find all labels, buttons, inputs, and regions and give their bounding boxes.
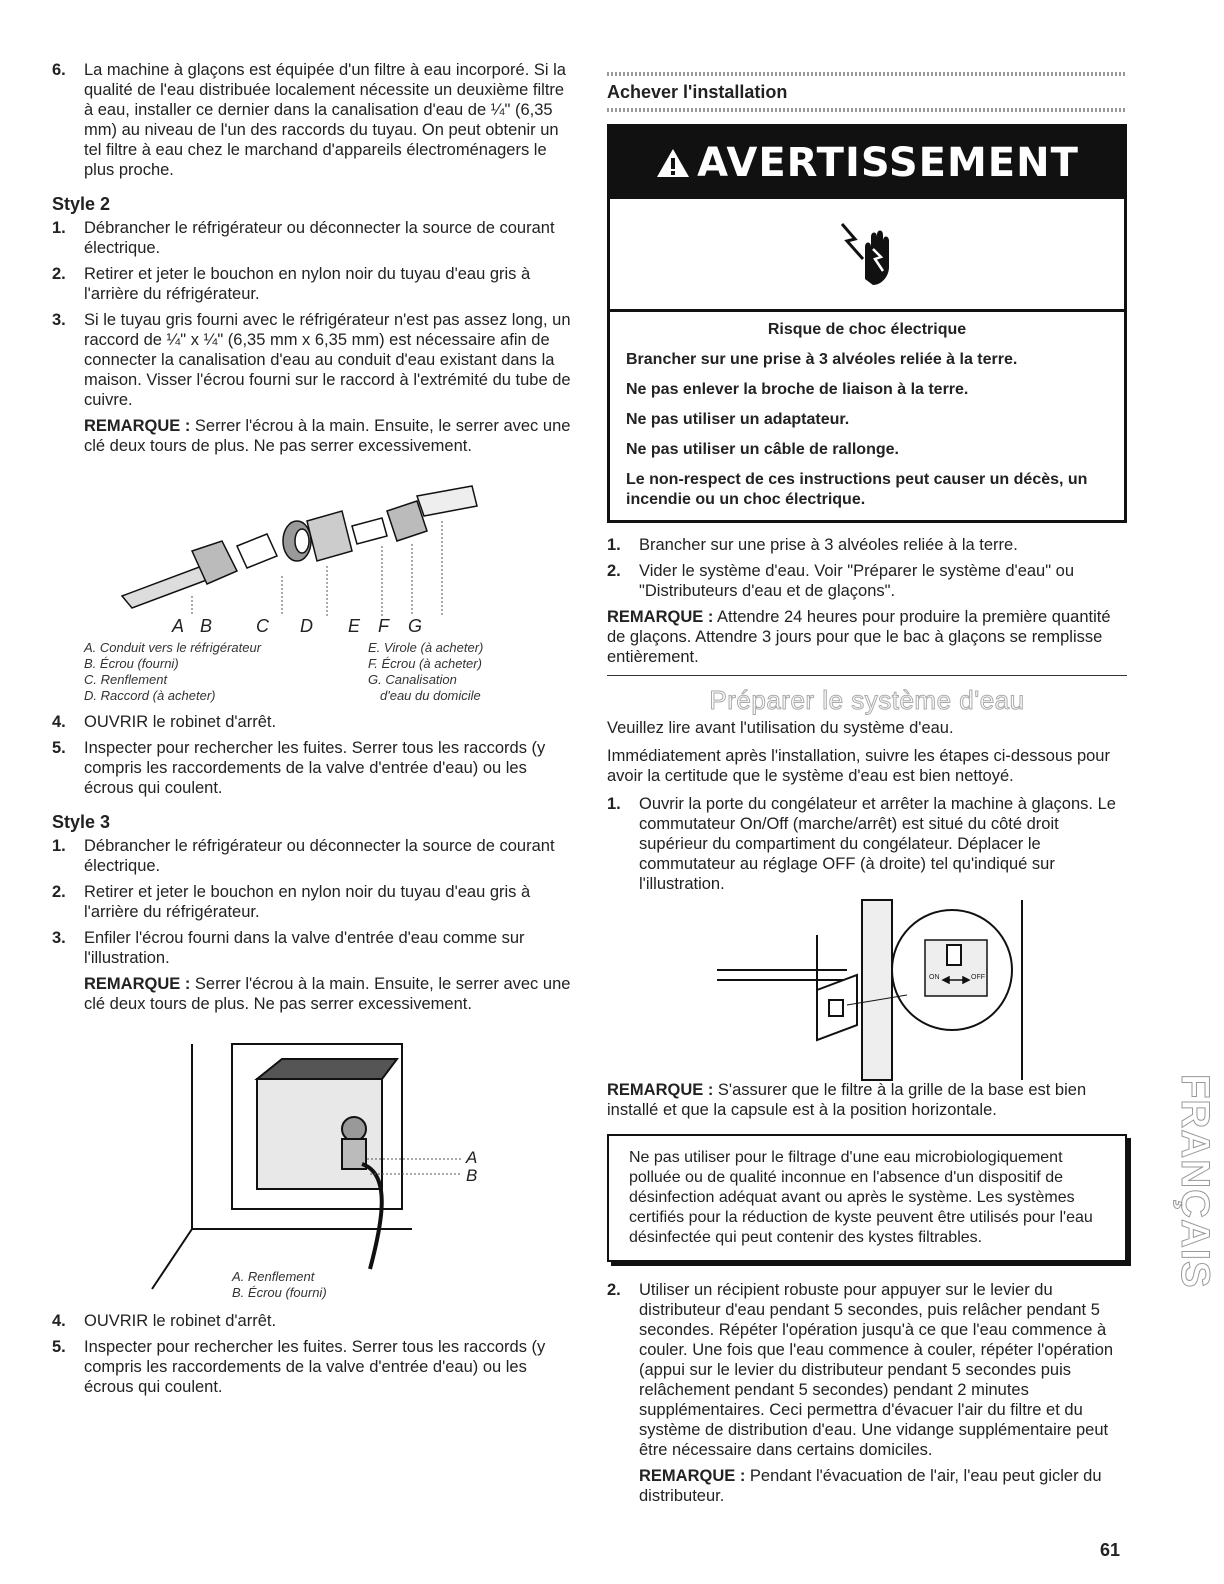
- prep-intro: Veuillez lire avant l'utilisation du système d'eau.: [607, 719, 954, 737]
- item-text: Débrancher le réfrigérateur ou déconnecter la source de courant électrique.: [84, 219, 555, 257]
- note-label: REMARQUE :: [607, 1081, 714, 1099]
- warning-line: Brancher sur une prise à 3 alvéoles reliée à la terre.: [626, 351, 1018, 368]
- item-number: 4.: [52, 1312, 66, 1330]
- legend-item: D. Raccord (à acheter): [84, 688, 216, 703]
- switch-off-label: OFF: [971, 974, 985, 981]
- item-number: 1.: [52, 837, 66, 855]
- item-text: Si le tuyau gris fourni avec le réfrigérateur n'est pas assez long, un raccord de ¼" x ¼" (6,35 mm x 6,35 mm) est nécessaire afin de connecter la canalisation d'eau au conduit d'eau existant dans la maison. Visser l'écrou fourni sur le raccord à l'extrémité du tube de cuivre.: [84, 311, 571, 409]
- warning-line: Ne pas enlever la broche de liaison à la terre.: [626, 381, 969, 398]
- note-label: REMARQUE :: [639, 1467, 746, 1485]
- item-number: 1.: [52, 219, 66, 237]
- item-text: Retirer et jeter le bouchon en nylon noir du tuyau d'eau gris à l'arrière du réfrigérateur.: [84, 883, 531, 921]
- note: [52, 974, 572, 1014]
- item-text: Enfiler l'écrou fourni dans la valve d'entrée d'eau comme sur l'illustration.: [84, 929, 525, 967]
- legend-item: A. Conduit vers le réfrigérateur: [84, 640, 262, 655]
- note-label: REMARQUE :: [84, 417, 191, 435]
- page-number: 61: [1100, 1540, 1121, 1560]
- item-text: Brancher sur une prise à 3 alvéoles reliée à la terre.: [639, 536, 1018, 554]
- section-title: Achever l'installation: [607, 82, 788, 102]
- item-number: 2.: [607, 1281, 621, 1299]
- fig-letter: D: [300, 616, 313, 636]
- item-text: Ouvrir la porte du congélateur et arrêter la machine à glaçons. Le commutateur On/Off (marche/arrêt) est situé du côté droit supérieur du compartiment du congélateur. Déplacer le commutateur au réglage OFF (à droite) tel qu'indiqué sur l'illustration.: [639, 795, 1116, 893]
- fig-letter: G: [408, 616, 423, 636]
- side-tab-label: FRANÇAIS: [1173, 1074, 1217, 1289]
- list-item: [607, 561, 1127, 601]
- legend-item: G. Canalisation: [368, 672, 457, 687]
- list-item: [52, 1311, 572, 1331]
- note-text: S'assurer que le filtre à la grille de la base est bien installé et que la capsule est à la position horizontale.: [607, 1081, 1087, 1119]
- item-number: 2.: [52, 265, 66, 283]
- prep-desc: Immédiatement après l'installation, suivre les étapes ci-dessous pour avoir la certitude que le système d'eau est bien nettoyé.: [607, 747, 1110, 785]
- item-text: Inspecter pour rechercher les fuites. Serrer tous les raccords (y compris les raccordements de la valve d'entrée d'eau) ou les écrous qui coulent.: [84, 1338, 546, 1396]
- list-item: [52, 218, 572, 258]
- list-item: [52, 882, 572, 922]
- list-item: [607, 1280, 1127, 1460]
- item-number: 2.: [52, 883, 66, 901]
- item-text: Débrancher le réfrigérateur ou déconnecter la source de courant électrique.: [84, 837, 555, 875]
- legend-item: d'eau du domicile: [380, 688, 481, 703]
- valve-legend: [52, 1269, 572, 1301]
- warning-line: Ne pas utiliser un câble de rallonge.: [626, 441, 899, 458]
- note-text: Serrer l'écrou à la main. Ensuite, le serrer avec une clé deux tours de plus. Ne pas serrer excessivement.: [84, 417, 571, 455]
- item-number: 6.: [52, 61, 66, 79]
- item-number: 5.: [52, 1338, 66, 1356]
- fig-letter-b: B: [466, 1166, 478, 1185]
- item-number: 5.: [52, 739, 66, 757]
- item-text: Retirer et jeter le bouchon en nylon noir du tuyau d'eau gris à l'arrière du réfrigérateur.: [84, 265, 531, 303]
- fig-letter-a: A: [466, 1148, 478, 1167]
- style3-heading: Style 3: [52, 812, 111, 832]
- shock-icon-row: [610, 199, 1124, 312]
- warning-line: Risque de choc électrique: [767, 321, 967, 338]
- list-item: [52, 1337, 572, 1397]
- note-text: Serrer l'écrou à la main. Ensuite, le serrer avec une clé deux tours de plus. Ne pas serrer excessivement.: [84, 975, 571, 1013]
- switch-diagram: [607, 900, 1127, 1080]
- valve-diagram: [52, 1024, 572, 1269]
- note-text: Attendre 24 heures pour produire la première quantité de glaçons. Attendre 3 jours pour que le bac à glaçons se remplisse entièrement.: [607, 608, 1111, 666]
- legend-item: F. Écrou (à acheter): [368, 656, 482, 671]
- warning-line: Ne pas utiliser un adaptateur.: [626, 411, 850, 428]
- item-number: 2.: [607, 562, 621, 580]
- fig-letter: A: [172, 616, 185, 636]
- legend-item: B. Écrou (fourni): [232, 1285, 327, 1300]
- note-label: REMARQUE :: [607, 608, 714, 626]
- fig-letter: F: [378, 616, 389, 636]
- legend-item: B. Écrou (fourni): [84, 656, 179, 671]
- legend-item: E. Virole (à acheter): [368, 640, 484, 655]
- warning-triangle-icon: [655, 147, 691, 179]
- item-number: 1.: [607, 795, 621, 813]
- item-number: 3.: [52, 311, 66, 329]
- list-item: [607, 535, 1127, 555]
- divider: [607, 675, 1127, 676]
- style2-heading: Style 2: [52, 194, 111, 214]
- warning-title: AVERTISSEMENT: [697, 140, 1079, 186]
- item-text: OUVRIR le robinet d'arrêt.: [84, 1312, 277, 1330]
- warning-box: [607, 124, 1127, 523]
- fig-letter: C: [256, 616, 269, 636]
- warning-text: [610, 312, 1124, 520]
- right-column: [607, 72, 1127, 1516]
- switch-on-label: ON: [929, 974, 940, 981]
- list-item: [52, 712, 572, 732]
- item-number: 3.: [52, 929, 66, 947]
- item-text: La machine à glaçons est équipée d'un filtre à eau incorporé. Si la qualité de l'eau distribuée localement nécessite un deuxième filtre à eau, installer ce dernier dans la canalisation d'eau de ¼" (6,35 mm) au niveau de l'un des raccords du tuyau. On peut obtenir un tel filtre à eau chez le marchand d'appareils électroménagers le plus proche.: [84, 61, 566, 179]
- item-number: 1.: [607, 536, 621, 554]
- prep-title: Préparer le système d'eau: [709, 685, 1025, 715]
- list-item: [52, 738, 572, 798]
- item-text: Vider le système d'eau. Voir "Préparer le système d'eau" ou "Distributeurs d'eau et de glaçons".: [639, 562, 1075, 600]
- warning-banner: [610, 127, 1124, 199]
- list-item: [52, 310, 572, 410]
- fig-letter: E: [348, 616, 361, 636]
- item-number: 4.: [52, 713, 66, 731]
- fitting-diagram: [52, 466, 572, 616]
- list-item: [52, 928, 572, 968]
- note-text: Pendant l'évacuation de l'air, l'eau peut gicler du distributeur.: [639, 1467, 1102, 1505]
- item-text: Inspecter pour rechercher les fuites. Serrer tous les raccords (y compris les raccordements de la valve d'entrée d'eau) ou les écrous qui coulent.: [84, 739, 546, 797]
- note-label: REMARQUE :: [84, 975, 191, 993]
- legend-item: C. Renflement: [84, 672, 168, 687]
- note: [52, 416, 572, 456]
- left-column: [52, 60, 572, 1403]
- list-item: [52, 836, 572, 876]
- list-item: [52, 60, 572, 180]
- item-text: Utiliser un récipient robuste pour appuyer sur le levier du distributeur d'eau pendant 5 secondes, puis relâcher pendant 5 secondes. Répéter l'opération jusqu'à ce que l'eau commence à couler. Une fois que l'eau commence à couler, répéter l'opération (appui sur le levier du distributeur pendant 5 secondes puis relâchement pendant 5 secondes) pendant 2 minutes supplémentaires. Ceci permettra d'évacuer l'air du filtre et du système de distribution d'eau. Une vidange supplémentaire peut être nécessaire dans certains domiciles.: [639, 1281, 1114, 1459]
- fig-letter: B: [200, 616, 213, 636]
- fitting-letters: [172, 616, 572, 636]
- language-side-tab: [1142, 1070, 1217, 1340]
- list-item: [607, 794, 1127, 894]
- section-rule: [607, 72, 1127, 76]
- list-item: [52, 264, 572, 304]
- electric-shock-icon: [837, 219, 897, 289]
- fitting-legend: [52, 640, 572, 704]
- caution-box: Ne pas utiliser pour le filtrage d'une eau microbiologiquement polluée ou de qualité inconnue en l'absence d'un dispositif de désinfection adéquat avant ou après le système. Les systèmes certifiés pour la réduction de kyste peuvent être utilisés pour l'eau désinfectée qui peut contenir des kystes filtrables.: [607, 1134, 1127, 1262]
- section-rule: [607, 108, 1127, 112]
- item-text: OUVRIR le robinet d'arrêt.: [84, 713, 277, 731]
- note: [607, 1080, 1127, 1120]
- legend-item: A. Renflement: [232, 1269, 315, 1284]
- warning-line: Le non-respect de ces instructions peut causer un décès, un incendie ou un choc électrique.: [626, 471, 1088, 508]
- note: [607, 1466, 1127, 1506]
- note: [607, 607, 1127, 667]
